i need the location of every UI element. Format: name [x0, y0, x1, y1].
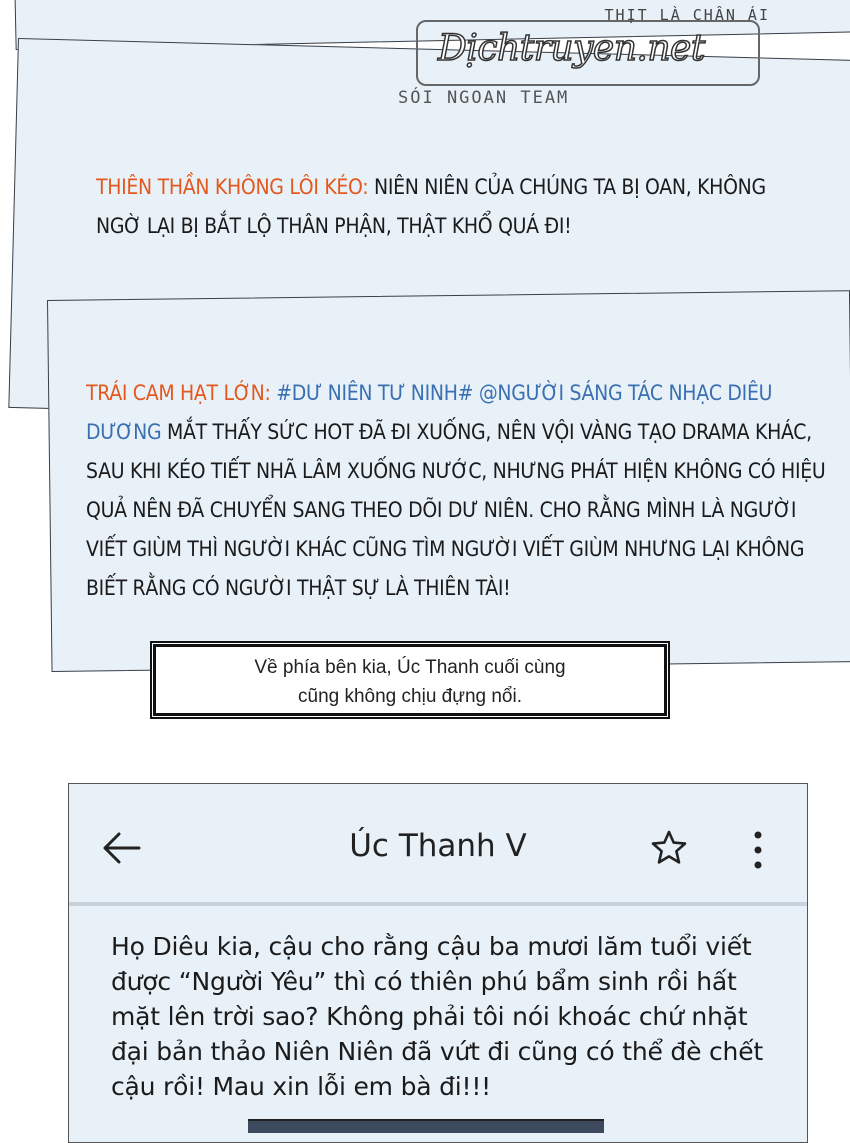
narration-box — [150, 641, 670, 719]
narration-line-2: cũng không chịu đựng nổi. — [298, 686, 522, 707]
profile-title: Úc Thanh V — [349, 828, 527, 864]
more-options-button[interactable] — [745, 828, 771, 872]
image-preview-edge — [248, 1119, 604, 1133]
post-body: MẮT THẤY SỨC HOT ĐÃ ĐI XUỐNG, NÊN VỘI VÀNG TẠO DRAMA KHÁC, SAU KHI KÉO TIẾT NHÃ LÂM XUỐNG NƯỚC, NHƯNG PHÁT HIỆN KHÔNG CÓ HIỆU QUẢ NÊN ĐÃ CHUYỂN SANG THEO DÕI DƯ NIÊN. CHO RẰNG MÌNH LÀ NGƯỜI VIẾT GIÙM THÌ NGƯỜI KHÁC CŨNG TÌM NGƯỜI VIẾT GIÙM NHƯNG LẠI KHÔNG BIẾT RẰNG CÓ NGƯỜI THẬT SỰ LÀ THIÊN TÀI! — [86, 420, 826, 600]
more-vertical-icon — [745, 828, 771, 872]
post-hashtags: #DƯ NIÊN TƯ NINH# @NGƯỜI SÁNG TÁC NHẠC DIÊU DƯƠNG — [86, 381, 773, 444]
profile-screen — [68, 783, 808, 1143]
profile-header — [69, 784, 807, 906]
star-outline-icon — [649, 828, 689, 868]
profile-comment: Họ Diêu kia, cậu cho rằng cậu ba mươi lăm tuổi viết được “Người Yêu” thì có thiên phú bẩm sinh rồi hất mặt lên trời sao? Không phải tôi nói khoác chứ nhặt đại bản thảo Niên Niên đã vứt đi cũng có thể đè chết cậu rồi! Mau xin lỗi em bà đi!!! — [111, 932, 763, 1101]
back-button[interactable] — [99, 828, 149, 868]
watermark-top-text: THỊT LÀ CHÂN ÁI — [604, 6, 770, 24]
post-1 — [96, 168, 776, 246]
narration-line-1: Về phía bên kia, Úc Thanh cuối cùng — [254, 657, 566, 678]
favorite-button[interactable] — [649, 828, 689, 868]
post-author: THIÊN THẦN KHÔNG LÔI KÉO: — [96, 175, 369, 199]
watermark-logo: Dịchtruyen.net — [438, 28, 705, 69]
arrow-left-icon — [99, 828, 149, 868]
post-author: TRÁI CAM HẠT LỚN: — [86, 381, 271, 405]
watermark-team-text: SÓI NGOAN TEAM — [398, 88, 570, 108]
watermark — [398, 4, 770, 116]
post-body: NIÊN NIÊN CỦA CHÚNG TA BỊ OAN, KHÔNG NGỜ LẠI BỊ BẮT LỘ THÂN PHẬN, THẬT KHỔ QUÁ ĐI! — [96, 175, 766, 238]
post-2 — [86, 374, 826, 608]
